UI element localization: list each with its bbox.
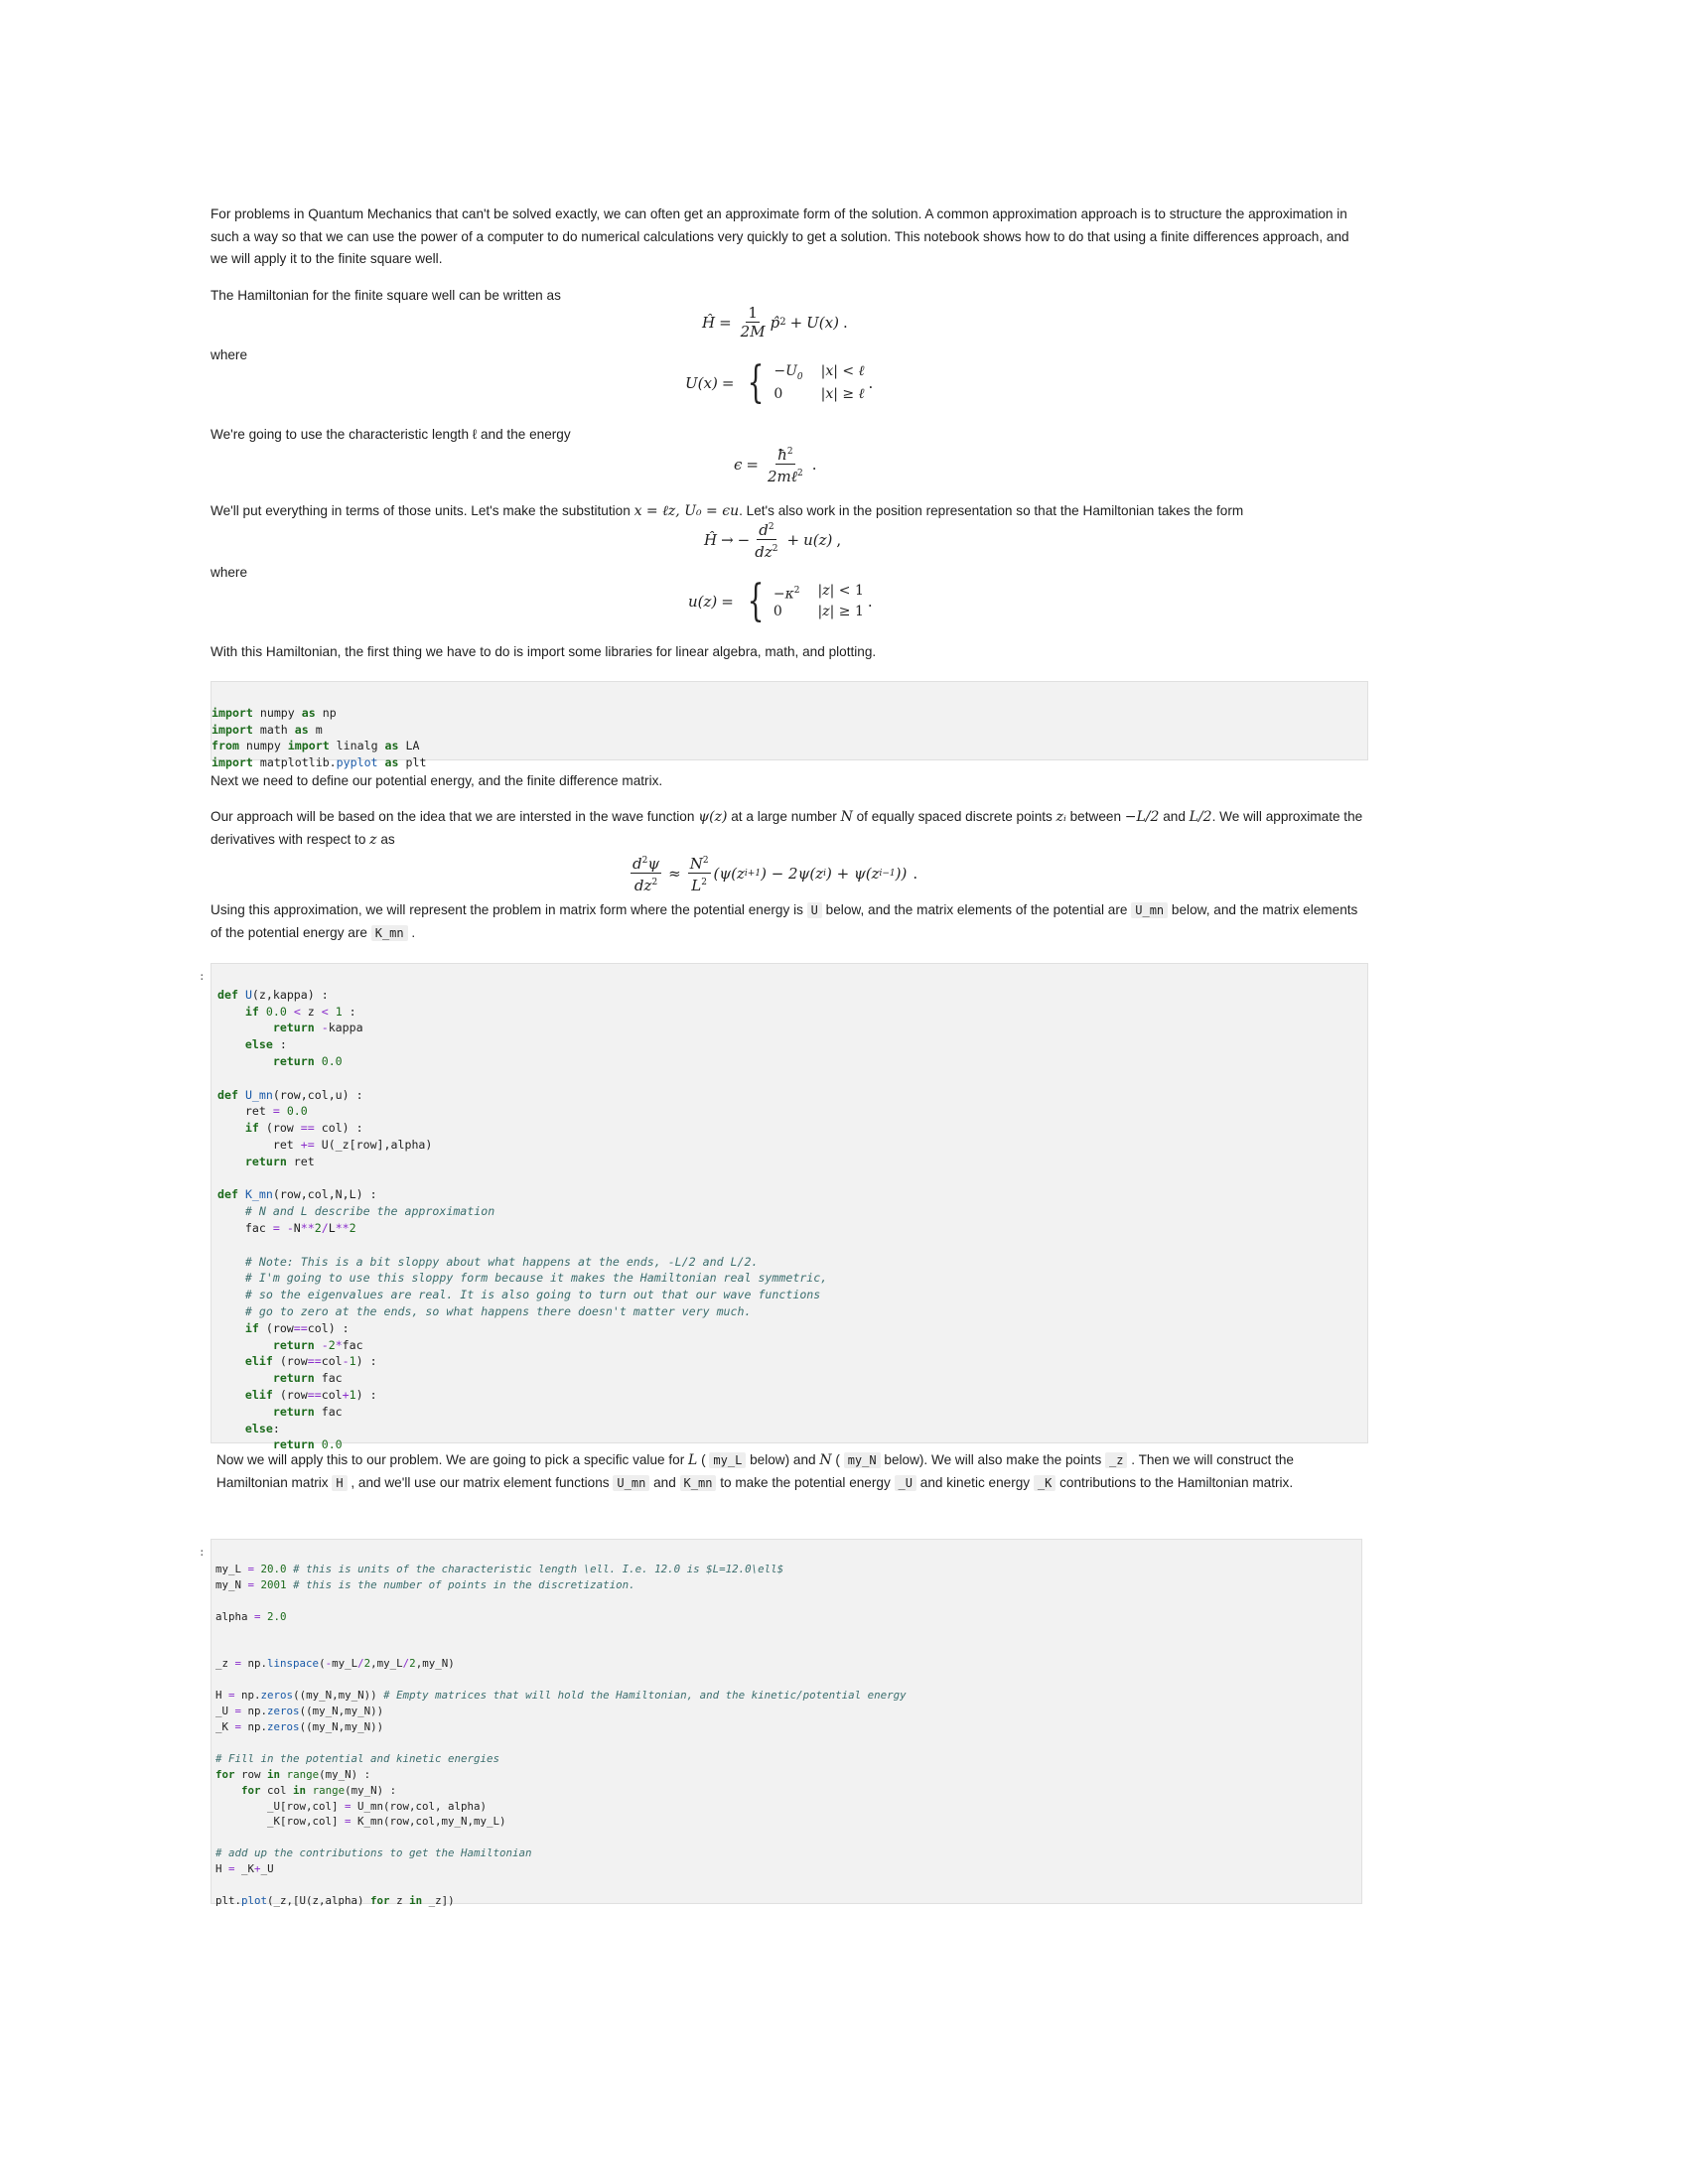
matrix-form-paragraph: Using this approximation, we will represent the problem in matrix form where the potential energy is U below, and the matrix elements of the potential are U_mn below, and the matrix elements of the potential energy are K_mn .	[211, 902, 1358, 940]
characteristic-length-text: We're going to use the characteristic length ℓ and the energy	[211, 427, 571, 442]
inline-code-my-L: my_L	[709, 1452, 746, 1468]
cell-prompt: :	[199, 970, 206, 983]
equation-potential: U(x) = { $-U_0$ |x| < ℓ 0 |x| ≥ ℓ .	[685, 357, 874, 408]
equation-hamiltonian: Ĥ = $\frac{1}{2M}$ p̂ 2 + U(x) .	[702, 304, 848, 341]
code-line: import numpy as np	[211, 705, 337, 720]
equation-dimensionless-hamiltonian: Ĥ → − $\frac{d^2}{dz^2}$ + u(z) ,	[704, 518, 841, 561]
inline-code-U-matrix: _U	[895, 1475, 916, 1491]
potential-intro-text: Next we need to define our potential energy, and the finite difference matrix.	[211, 773, 663, 788]
inline-code-z: _z	[1105, 1452, 1127, 1468]
equation-energy: ϵ = $\frac{ħ^2}{2m\ell^2}$ .	[734, 443, 817, 485]
hamiltonian-intro-text: The Hamiltonian for the finite square well can be written as	[211, 288, 561, 303]
equation-finite-difference: $\frac{d^2\psi}{dz^2}$ ≈ $\frac{N^2}{L^2}$ (ψ(z i+1 ) − 2ψ(z i ) + ψ(z i−1 )) .	[628, 852, 917, 894]
inline-code-U: U	[807, 902, 822, 918]
equation-u-of-z: u(z) = { $-\kappa^2$ |z| < 1 0 |z| ≥ 1 .	[688, 576, 873, 626]
code-line: from numpy import linalg as LA	[211, 739, 420, 753]
apply-problem-paragraph: Now we will apply this to our problem. We are going to pick a specific value for L ( my_L below) and N ( my_N below). We will also make the points _z . Then we will construct the Hamiltonian matrix H , and we'll use our matrix element functions U_mn and K_mn to make the potential energy _U and kinetic energy _K contributions to the Hamiltonian matrix.	[216, 1452, 1294, 1490]
where-label-2: where	[211, 565, 248, 580]
inline-code-H: H	[332, 1475, 347, 1491]
code-line: import math as m	[211, 722, 323, 737]
code-cell-imports[interactable]	[211, 681, 1368, 770]
cell-prompt: :	[199, 1546, 206, 1559]
units-substitution-text: We'll put everything in terms of those units. Let's make the substitution x = ℓz, U₀ = ϵu. Let's also work in the position representation so that the Hamiltonian takes the form	[211, 503, 1244, 519]
code-cell-main[interactable]: my_L = 20.0 # this is units of the characteristic length \ell. I.e. 12.0 is $L=12.0\ell$ my_N = 2001 # this is the number of points in the discretization. alpha = 2.0 _z = np.linspace(-my_L/2,my_L/2,my_N) H = np.zeros((my_N,my_N)) # Empty matrices that will hold the Hamiltonian, and the kinetic/potential energy _U = np.zeros((my_N,my_N)) _K = np.zeros((my_N,my_N)) # Fill in the potential and kinetic energies for row in range(my_N) : for col in range(my_N) : _U[row,col] = U_mn(row,col, alpha) _K[row,col] = K_mn(row,col,my_N,my_L) # add up the contributions to get the Hamiltonian H = _K+_U plt.plot(_z,[U(z,alpha) for z in _z])	[211, 1539, 1362, 1904]
import-intro-text: With this Hamiltonian, the first thing we have to do is import some libraries for linear algebra, math, and plotting.	[211, 644, 877, 659]
inline-code-Umn-2: U_mn	[613, 1475, 649, 1491]
inline-code-Kmn: K_mn	[371, 925, 408, 941]
approach-paragraph: Our approach will be based on the idea that we are intersted in the wave function ψ(z) at a large number N of equally spaced discrete points zᵢ between −L/2 and L/2. We will approximate the derivatives with respect to z as	[211, 809, 1363, 848]
code-line: import matplotlib.pyplot as plt	[211, 755, 427, 770]
code-cell-functions[interactable]: def U(z,kappa) : if 0.0 < z < 1 : return -kappa else : return 0.0 def U_mn(row,col,u) : ret = 0.0 if (row == col) : ret += U(_z[row],alpha) return ret def K_mn(row,col,N,L) : # N and L describe the approximation fac = -N**2/L**2 # Note: This is a bit sloppy about what happens at the ends, -L/2 and L/2. # I'm going to use this sloppy form because it makes the Hamiltonian real symmetric, # so the eigenvalues are real. It is also going to turn out that our wave functions # go to zero at the ends, so what happens there doesn't matter very much. if (row==col) : return -2*fac elif (row==col-1) : return fac elif (row==col+1) : return fac else: return 0.0	[211, 963, 1368, 1443]
inline-code-K-matrix: _K	[1034, 1475, 1055, 1491]
inline-code-Kmn-2: K_mn	[680, 1475, 717, 1491]
inline-code-Umn: U_mn	[1131, 902, 1168, 918]
intro-paragraph: For problems in Quantum Mechanics that can't be solved exactly, we can often get an approximate form of the solution. A common approximation approach is to structure the approximation in such a way so that we can use the power of a computer to do numerical calculations very quickly to get a solution. This notebook shows how to do that using a finite differences approach, and we will apply it to the finite square well.	[211, 206, 1349, 266]
inline-code-my-N: my_N	[844, 1452, 881, 1468]
where-label-1: where	[211, 347, 248, 362]
